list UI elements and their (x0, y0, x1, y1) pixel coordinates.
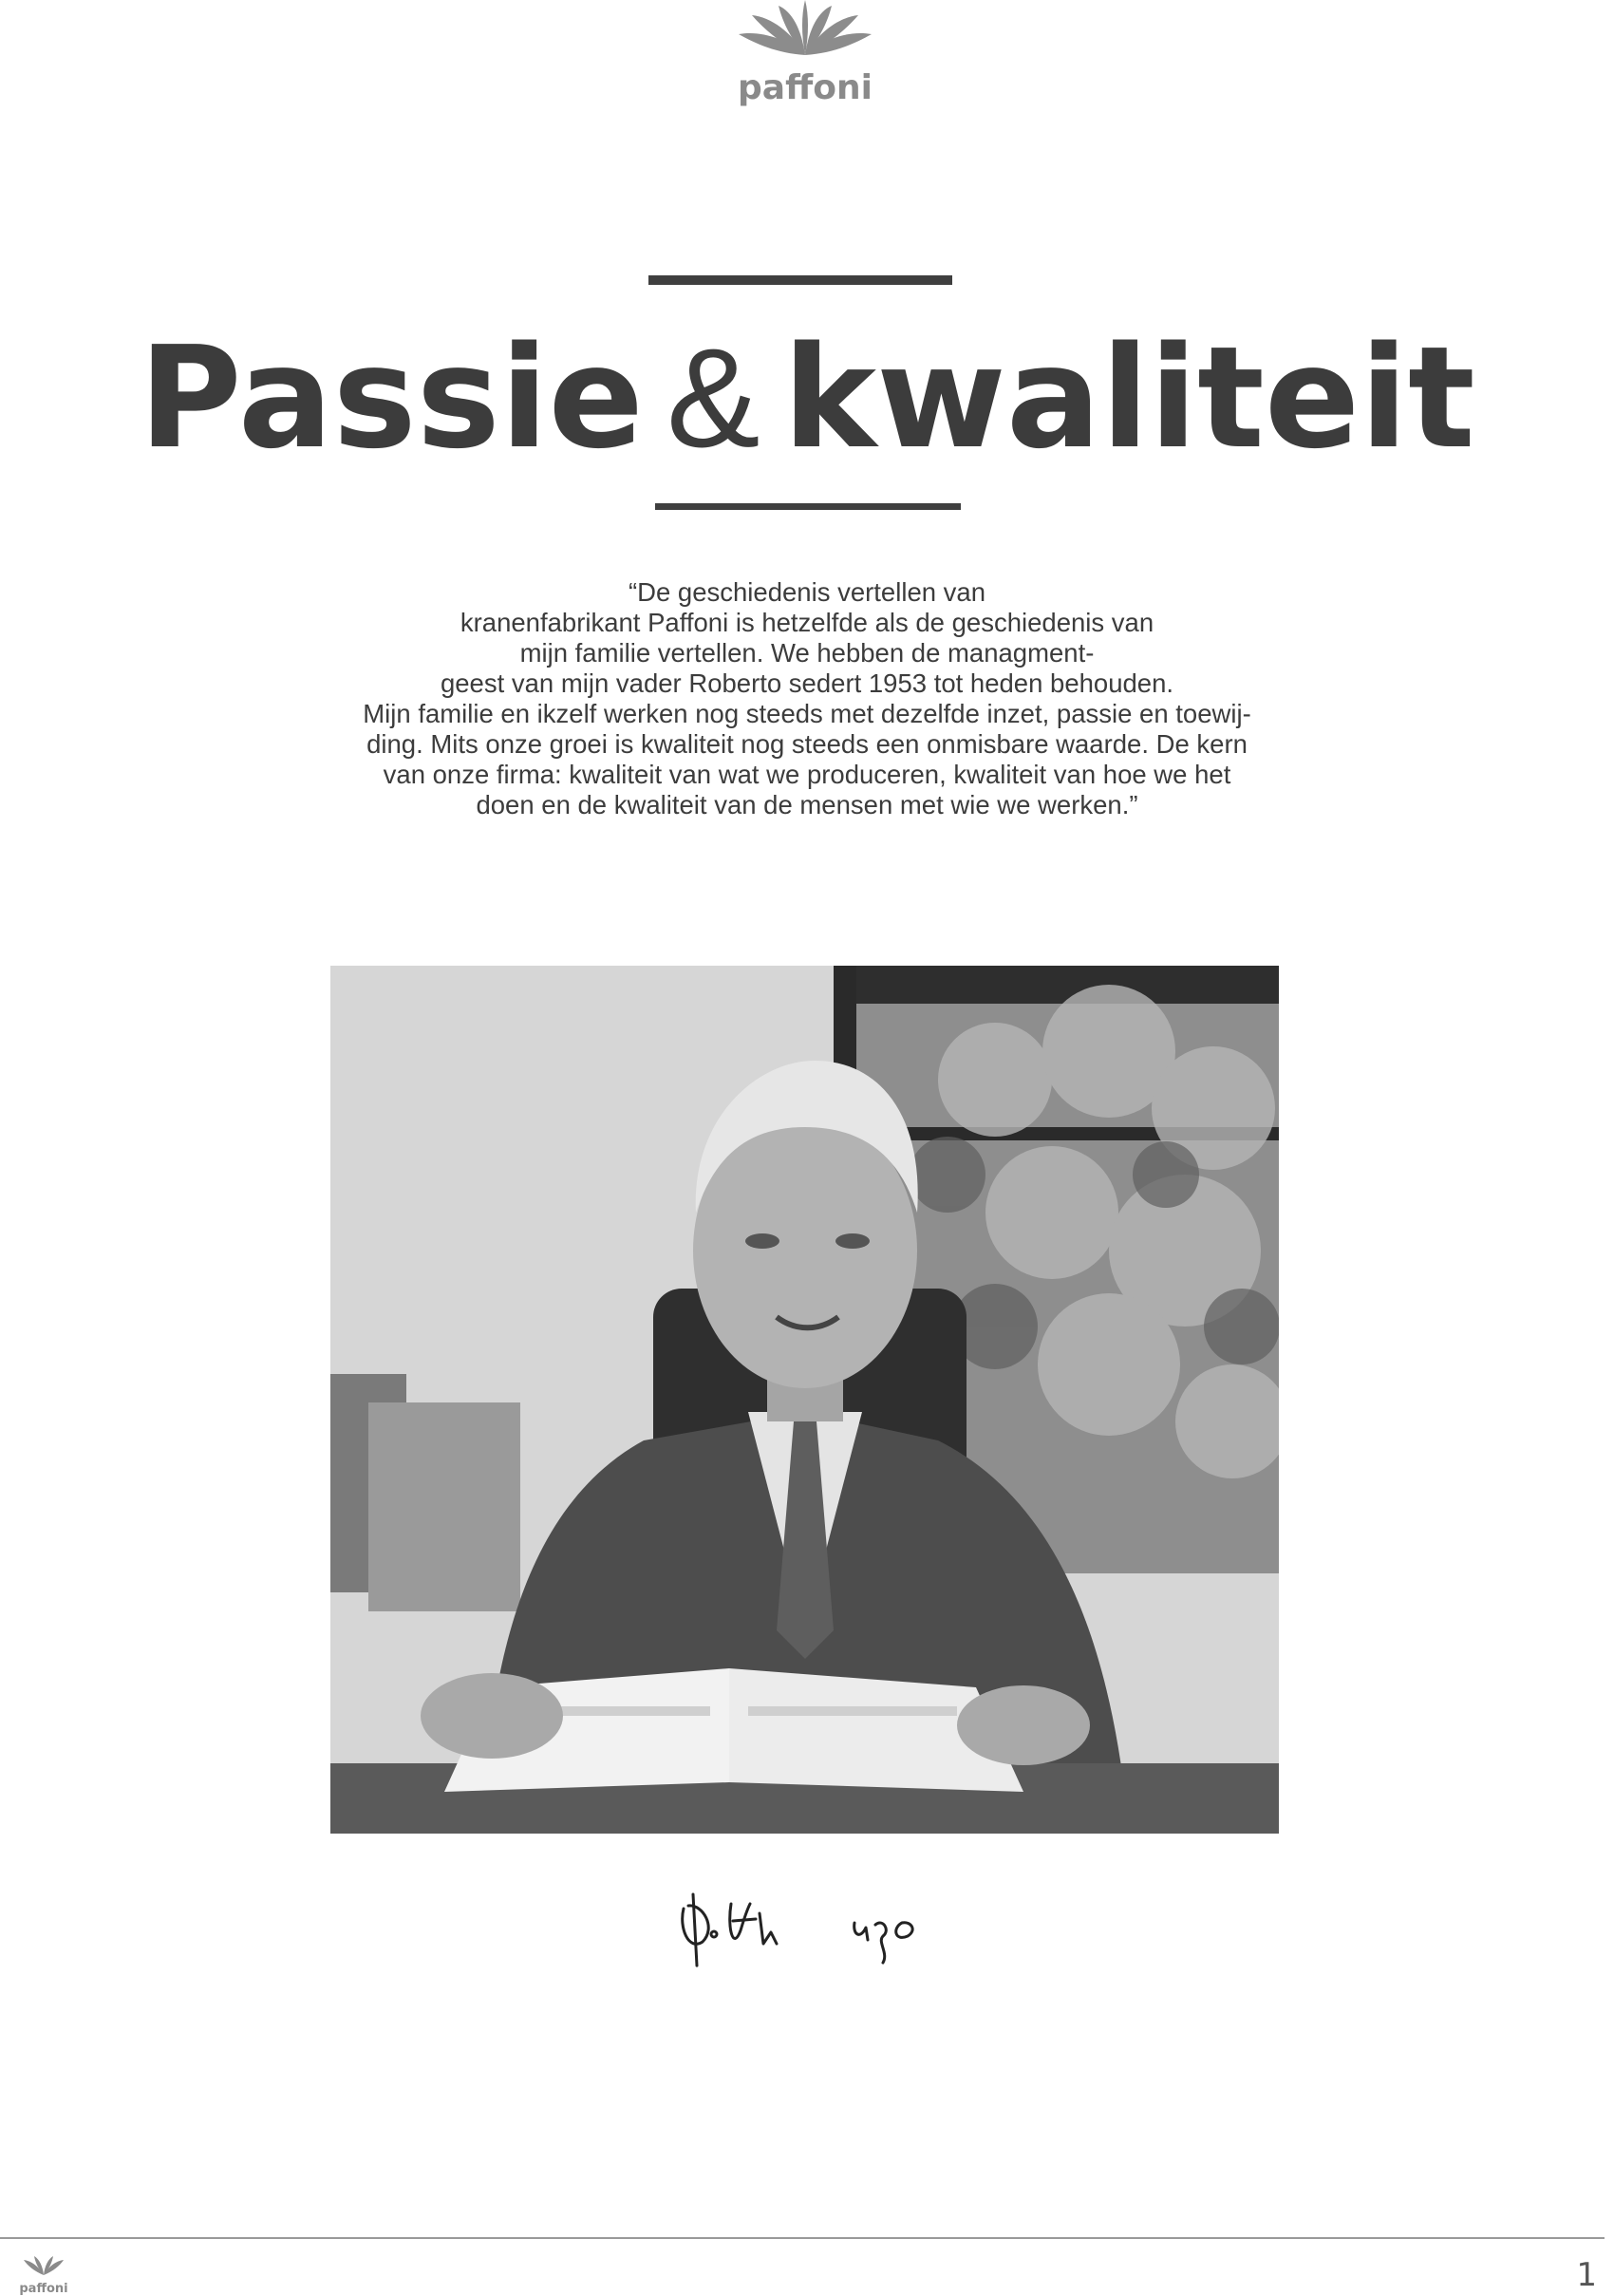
quote-paragraph (237, 577, 1377, 820)
quote-line: kranenfabrikant Paffoni is hetzelfde als de geschiedenis van (460, 608, 1154, 637)
quote-line: ding. Mits onze groei is kwaliteit nog steeds een onmisbare waarde. De kern (366, 729, 1248, 759)
quote-line: Mijn familie en ikzelf werken nog steeds met dezelfde inzet, passie en toewij- (363, 699, 1251, 728)
title-ampersand: & (666, 320, 760, 477)
quote-line: geest van mijn vader Roberto sedert 1953 tot heden behouden. (440, 668, 1174, 698)
paffoni-logo (723, 0, 887, 112)
title-top-rule (648, 275, 952, 285)
paffoni-fan-logo-icon (739, 0, 872, 55)
quote-line: “De geschiedenis vertellen van (628, 577, 986, 607)
portrait-photo (330, 966, 1279, 1834)
footer-logo-wordmark: paffoni (19, 2282, 68, 2296)
paffoni-fan-logo-icon (13, 2254, 74, 2296)
handwritten-signature (665, 1875, 949, 1980)
title-bottom-rule (655, 503, 961, 510)
quote-line: mijn familie vertellen. We hebben de managment- (519, 638, 1095, 668)
logo-wordmark: paffoni (738, 68, 873, 107)
page-number: 1 (1576, 2256, 1597, 2294)
page-title (0, 316, 1614, 480)
quote-line: doen en de kwaliteit van de mensen met wie we werken.” (476, 790, 1138, 819)
title-word-passie: Passie (139, 316, 644, 480)
quote-line: van onze firma: kwaliteit van wat we produceren, kwaliteit van hoe we het (383, 760, 1231, 789)
footer-divider (0, 2237, 1605, 2239)
title-word-kwaliteit: kwaliteit (782, 316, 1475, 480)
